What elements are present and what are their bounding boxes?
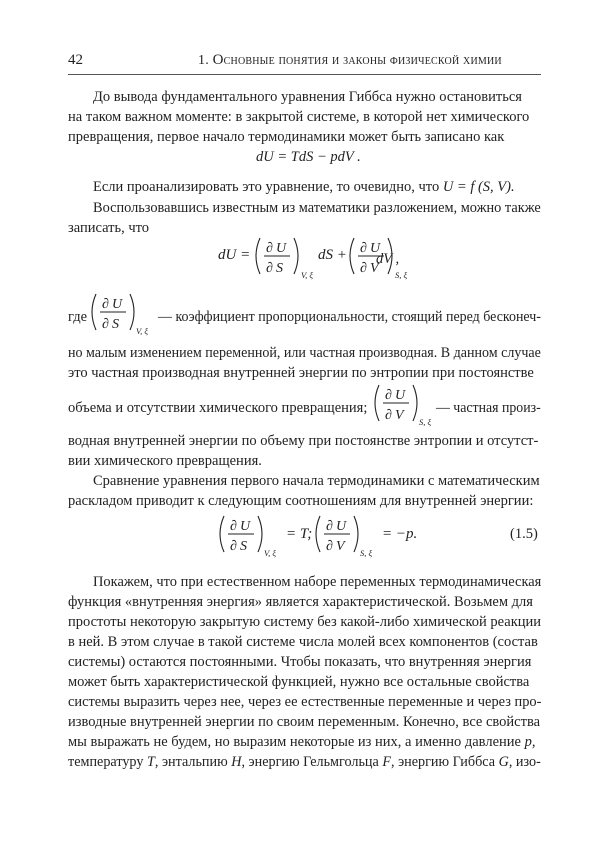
paragraph-line: Если проанализировать это уравнение, то очевидно, что U = f (S, V). — [93, 179, 515, 195]
paragraph-line: на таком важном моменте: в закрытой системе, в которой нет химического — [68, 109, 530, 125]
paragraph-line: мы выражать не будем, но выразим некоторые из них, а именно давление p, — [68, 734, 536, 750]
paragraph-line: водная внутренней энергии по объему при постоянстве энтропии и отсутст- — [68, 433, 539, 449]
svg-text:∂: ∂ — [102, 297, 109, 312]
equation-number: (1.5) — [510, 526, 538, 542]
svg-text:∂: ∂ — [326, 519, 333, 534]
svg-text:∂: ∂ — [230, 519, 237, 534]
left-paren — [350, 238, 354, 274]
paragraph-line: изводные внутренней энергии по своим переменным. Конечно, все свойства — [68, 714, 541, 730]
paragraph-line: вии химического превращения. — [68, 453, 262, 469]
left-paren — [256, 238, 260, 274]
equation-1-5 — [216, 510, 416, 562]
svg-text:S: S — [276, 261, 283, 276]
svg-text:= T;: = T; — [286, 526, 313, 542]
paragraph-line: системы выразить через нее, через ее естественные переменные и через про- — [68, 694, 542, 710]
page-number: 42 — [68, 52, 83, 68]
paragraph-line: системы) остаются постоянными. Чтобы показать, что внутренняя энергия — [68, 654, 532, 670]
paragraph-line: может быть характеристической функцией, нужно все остальные свойства — [68, 674, 530, 690]
right-paren — [294, 238, 298, 274]
svg-text:S: S — [240, 539, 247, 554]
svg-text:V, ξ: V, ξ — [301, 270, 313, 280]
equation-internal-energy: dU = TdS − pdV . — [256, 149, 361, 165]
svg-text:V, ξ: V, ξ — [264, 548, 276, 558]
paragraph-line: функция «внутренняя энергия» является характеристической. Возьмем для — [68, 594, 533, 610]
svg-text:U: U — [395, 388, 406, 403]
paragraph-line: записать, что — [68, 220, 150, 236]
svg-text:∂: ∂ — [360, 241, 367, 256]
page-header — [68, 50, 541, 75]
paragraph-line: раскладом приводит к следующим соотношениям для внутренней энергии: — [68, 493, 534, 509]
svg-text:U: U — [112, 297, 123, 312]
svg-text:= −p.: = −p. — [382, 526, 418, 542]
inline-formula: U = f (S, V). — [442, 179, 515, 195]
paragraph-line: До вывода фундаментального уравнения Гиббса нужно остановиться — [93, 89, 522, 105]
paragraph-line: в ней. В этом случае в такой системе числа молей всех компонентов (состав — [68, 634, 538, 650]
equation-dV: dV , — [376, 251, 400, 267]
paragraph-line: но малым изменением переменной, или частная производная. В данном случае — [68, 345, 541, 361]
svg-text:∂: ∂ — [230, 539, 237, 554]
paragraph-line: это частная производная внутренней энергии по энтропии при постоянстве — [68, 365, 534, 381]
paragraph-line: где — [68, 309, 88, 325]
running-title: 1. Основные понятия и законы физической химии — [198, 52, 502, 68]
paragraph-line: — коэффициент пропорциональности, стоящий перед бесконеч- — [158, 309, 541, 325]
svg-text:S, ξ: S, ξ — [419, 417, 432, 427]
paragraph-line: объема и отсутствии химического превращения; — [68, 400, 368, 416]
paragraph-line: Воспользовавшись известным из математики разложением, можно также — [93, 200, 541, 216]
svg-text:V: V — [336, 539, 345, 554]
svg-text:V: V — [395, 408, 404, 423]
svg-text:dS +: dS + — [318, 247, 347, 263]
svg-text:U: U — [240, 519, 251, 534]
paragraph-line: превращения, первое начало термодинамики может быть записано как — [68, 129, 505, 145]
svg-text:U: U — [276, 241, 287, 256]
svg-text:∂: ∂ — [360, 261, 367, 276]
svg-text:S, ξ: S, ξ — [360, 548, 373, 558]
svg-text:∂: ∂ — [385, 408, 392, 423]
inline-derivative-dU-dV — [373, 381, 433, 431]
svg-text:U: U — [336, 519, 347, 534]
svg-text:∂: ∂ — [266, 261, 273, 276]
paragraph-line: простоты некоторую закрытую систему без какой-либо химической реакции — [68, 614, 542, 630]
paragraph-line: Сравнение уравнения первого начала термодинамики с математическим — [93, 473, 540, 489]
svg-text:S: S — [112, 317, 119, 332]
svg-text:V: V — [370, 261, 379, 276]
svg-text:dU =: dU = — [218, 247, 251, 263]
paragraph-line: Покажем, что при естественном наборе переменных термодинамическая — [93, 574, 542, 590]
svg-text:∂: ∂ — [102, 317, 109, 332]
svg-text:U: U — [370, 241, 381, 256]
svg-text:∂: ∂ — [266, 241, 273, 256]
svg-text:S, ξ: S, ξ — [395, 270, 408, 280]
svg-text:∂: ∂ — [385, 388, 392, 403]
paragraph-line: температуру T, энтальпию H, энергию Гельмгольца F, энергию Гиббса G, изо- — [68, 754, 541, 770]
svg-text:∂: ∂ — [326, 539, 333, 554]
paragraph-line: — частная произ- — [436, 400, 541, 416]
inline-derivative-dU-dS — [90, 290, 150, 340]
svg-text:V, ξ: V, ξ — [136, 326, 148, 336]
